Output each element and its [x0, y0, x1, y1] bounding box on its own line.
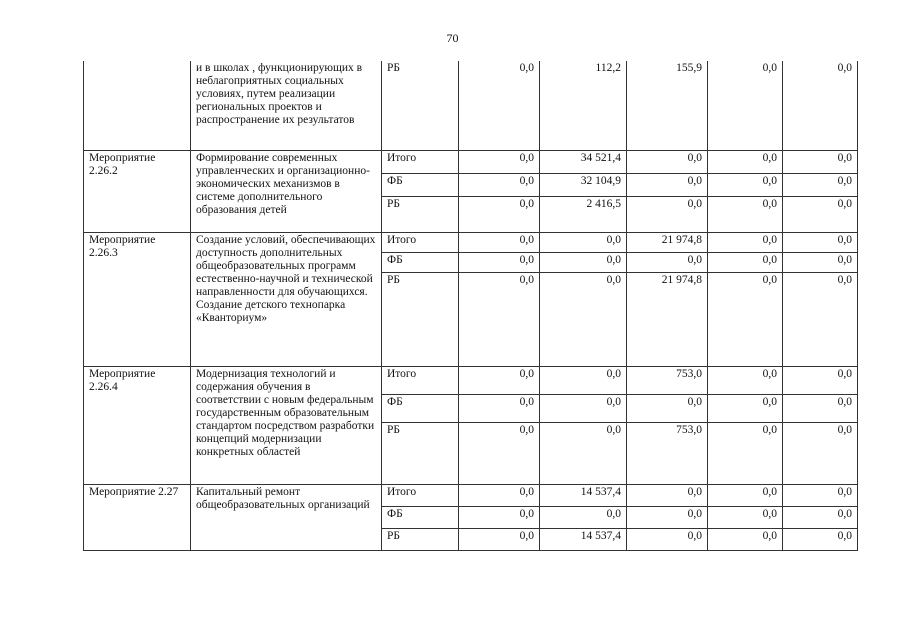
measure-description-cell: Создание условий, обеспечивающих доступность дополнительных общеобразовательных программ естественно-научной и технической направленности для обучающихся. Создание детского технопарка «Кванториум» [191, 232, 382, 366]
value-cell-3: 0,0 [627, 506, 708, 528]
budget-table [83, 61, 858, 551]
value-cell-4: 0,0 [708, 232, 783, 252]
value-cell-3: 0,0 [627, 484, 708, 506]
value-cell-3: 753,0 [627, 422, 708, 484]
value-cell-1: 0,0 [459, 252, 540, 272]
value-cell-4: 0,0 [708, 394, 783, 422]
value-cell-5: 0,0 [783, 150, 858, 173]
table-row [84, 232, 858, 252]
table-row [84, 484, 858, 506]
measure-description-cell: Модернизация технологий и содержания обучения в соответствии с новым федеральным государственным образовательным стандартом посредством разработки концепций модернизации конкретных областей [191, 366, 382, 484]
value-cell-2: 14 537,4 [540, 484, 627, 506]
table-body [84, 61, 858, 550]
value-cell-2: 0,0 [540, 272, 627, 366]
funding-source-cell: Итого [382, 366, 459, 394]
value-cell-1: 0,0 [459, 506, 540, 528]
value-cell-4: 0,0 [708, 61, 783, 150]
value-cell-2: 112,2 [540, 61, 627, 150]
value-cell-4: 0,0 [708, 528, 783, 550]
value-cell-2: 0,0 [540, 394, 627, 422]
funding-source-cell: ФБ [382, 506, 459, 528]
funding-source-cell: ФБ [382, 173, 459, 196]
funding-source-cell: Итого [382, 150, 459, 173]
measure-name-cell: Мероприятие 2.26.2 [84, 150, 191, 232]
table-row [84, 150, 858, 173]
value-cell-1: 0,0 [459, 528, 540, 550]
value-cell-5: 0,0 [783, 528, 858, 550]
value-cell-5: 0,0 [783, 173, 858, 196]
funding-source-cell: РБ [382, 528, 459, 550]
value-cell-5: 0,0 [783, 252, 858, 272]
table-row [84, 366, 858, 394]
value-cell-3: 0,0 [627, 150, 708, 173]
value-cell-4: 0,0 [708, 173, 783, 196]
value-cell-3: 0,0 [627, 196, 708, 232]
table-row [84, 61, 858, 150]
measure-name-cell [84, 61, 191, 150]
funding-source-cell: РБ [382, 272, 459, 366]
value-cell-3: 155,9 [627, 61, 708, 150]
value-cell-5: 0,0 [783, 232, 858, 252]
value-cell-5: 0,0 [783, 506, 858, 528]
value-cell-4: 0,0 [708, 272, 783, 366]
measure-name-cell: Мероприятие 2.26.3 [84, 232, 191, 366]
value-cell-2: 34 521,4 [540, 150, 627, 173]
value-cell-5: 0,0 [783, 61, 858, 150]
value-cell-3: 0,0 [627, 173, 708, 196]
value-cell-3: 0,0 [627, 394, 708, 422]
value-cell-4: 0,0 [708, 422, 783, 484]
value-cell-1: 0,0 [459, 196, 540, 232]
value-cell-1: 0,0 [459, 61, 540, 150]
value-cell-1: 0,0 [459, 484, 540, 506]
value-cell-5: 0,0 [783, 422, 858, 484]
funding-source-cell: РБ [382, 422, 459, 484]
value-cell-2: 0,0 [540, 422, 627, 484]
value-cell-4: 0,0 [708, 506, 783, 528]
value-cell-1: 0,0 [459, 394, 540, 422]
value-cell-2: 0,0 [540, 506, 627, 528]
measure-description-cell: и в школах , функционирующих в неблагоприятных социальных условиях, путем реализации региональных проектов и распространение их результатов [191, 61, 382, 150]
value-cell-2: 32 104,9 [540, 173, 627, 196]
value-cell-5: 0,0 [783, 484, 858, 506]
funding-source-cell: РБ [382, 61, 459, 150]
value-cell-5: 0,0 [783, 196, 858, 232]
measure-name-cell: Мероприятие 2.26.4 [84, 366, 191, 484]
value-cell-5: 0,0 [783, 366, 858, 394]
measure-description-cell: Капитальный ремонт общеобразовательных организаций [191, 484, 382, 550]
value-cell-4: 0,0 [708, 484, 783, 506]
value-cell-2: 0,0 [540, 252, 627, 272]
value-cell-2: 14 537,4 [540, 528, 627, 550]
funding-source-cell: Итого [382, 232, 459, 252]
funding-source-cell: Итого [382, 484, 459, 506]
value-cell-3: 21 974,8 [627, 272, 708, 366]
value-cell-1: 0,0 [459, 232, 540, 252]
value-cell-3: 753,0 [627, 366, 708, 394]
value-cell-4: 0,0 [708, 150, 783, 173]
value-cell-4: 0,0 [708, 196, 783, 232]
value-cell-1: 0,0 [459, 366, 540, 394]
value-cell-3: 0,0 [627, 528, 708, 550]
funding-source-cell: ФБ [382, 252, 459, 272]
value-cell-5: 0,0 [783, 272, 858, 366]
value-cell-4: 0,0 [708, 252, 783, 272]
value-cell-1: 0,0 [459, 173, 540, 196]
funding-source-cell: ФБ [382, 394, 459, 422]
funding-source-cell: РБ [382, 196, 459, 232]
value-cell-1: 0,0 [459, 272, 540, 366]
measure-description-cell: Формирование современных управленческих и организационно-экономических механизмов в системе дополнительного образования детей [191, 150, 382, 232]
measure-name-cell: Мероприятие 2.27 [84, 484, 191, 550]
value-cell-2: 2 416,5 [540, 196, 627, 232]
page-number: 70 [446, 31, 459, 45]
value-cell-1: 0,0 [459, 150, 540, 173]
value-cell-5: 0,0 [783, 394, 858, 422]
value-cell-1: 0,0 [459, 422, 540, 484]
value-cell-3: 0,0 [627, 252, 708, 272]
value-cell-3: 21 974,8 [627, 232, 708, 252]
value-cell-4: 0,0 [708, 366, 783, 394]
value-cell-2: 0,0 [540, 232, 627, 252]
value-cell-2: 0,0 [540, 366, 627, 394]
